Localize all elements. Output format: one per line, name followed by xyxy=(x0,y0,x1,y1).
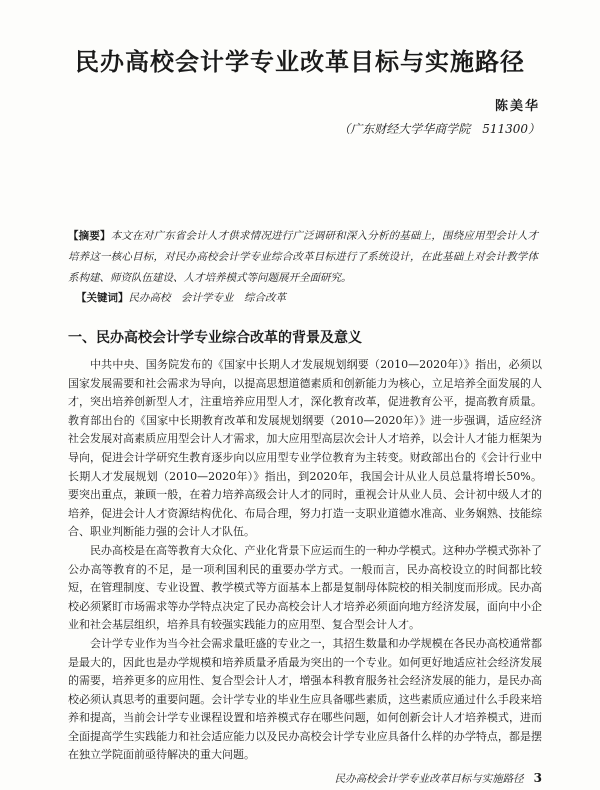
body-text xyxy=(68,356,542,765)
author-name: 陈美华 xyxy=(494,99,540,114)
paragraph: 民办高校是在高等教育大众化、产业化背景下应运而生的一种办学模式。这种办学模式弥补了公办高等教育的不足，是一项利国利民的重要办学方式。一般而言，民办高校设立的时间都比较短，在管理制度、专业设置、教学模式等方面基本上都是复制母体院校的相关制度而形成。民办高校必须紧盯市场需求等办学特点决定了民办高校会计人才培养必须面向地方经济发展，面向中小企业和社会基层组织，培养具有较强实践能力的应用型、复合型会计人才。 xyxy=(68,543,542,632)
paragraph: 中共中央、国务院发布的《国家中长期人才发展规划纲要（2010—2020年）》指出，必须以国家发展需要和社会需求为导向，以提高思想道德素质和创新能力为核心，立足培养全面发展的人才，突出培养创新型人才，注重培养应用型人才，深化教育改革，促进教育公平，提高教育质量。教育部出台的《国家中长期教育改革和发展规划纲要（2010—2020年）》进一步强调，适应经济社会发展对高素质应用型会计人才需求，加大应用型高层次会计人才培养，以会计人才能力框架为导向，促进会计学研究生教育逐步向以应用型专业学位教育为主转变。财政部出台的《会计行业中长期人才发展规划（2010—2020年）》指出，到2020年，我国会计从业人员总量将增长50%。要突出重点，兼顾一般，在着力培养高级会计人才的同时，重视会计从业人员、会计初中级人才的培养，促进会计人才资源结构优化、布局合理，努力打造一支职业道德水准高、业务娴熟、技能综合、职业判断能力强的会计人才队伍。 xyxy=(68,358,542,539)
running-title: 民办高校会计学专业改革目标与实施路径 xyxy=(334,773,524,785)
author-affiliation: （广东财经大学华商学院 511300） xyxy=(338,122,540,136)
paragraph: 会计学专业作为当今社会需求量旺盛的专业之一，其招生数量和办学规模在各民办高校通常都是最大的，因此也是办学规模和培养质量矛盾最为突出的一个专业。如何更好地适应社会经济发展的需要，培养更多的应用性、复合型会计人才，增强本科教育服务社会经济发展的能力，是民办高校必须认真思考的重要问题。会计学专业的毕业生应具备哪些素质，这些素质应通过什么手段来培养和提高，当前会计学专业课程设置和培养模式存在哪些问题，如何创新会计人才培养模式，进而全面提高学生实践能力和社会适应能力以及民办高校会计学专业应具备什么样的办学特点，都是摆在独立学院面前亟待解决的重大问题。 xyxy=(68,636,542,762)
abstract xyxy=(68,226,538,289)
article-title: 民办高校会计学专业改革目标与实施路径 xyxy=(75,48,525,76)
section-heading: 一、民办高校会计学专业综合改革的背景及意义 xyxy=(68,330,362,346)
abstract-label: 【摘要】 xyxy=(68,230,111,242)
keywords-text: 民办高校 会计学专业 综合改革 xyxy=(128,292,286,304)
keywords-label: 【关键词】 xyxy=(76,292,129,304)
page-footer xyxy=(335,771,542,786)
page-number: 3 xyxy=(533,771,542,785)
keywords xyxy=(76,290,538,305)
abstract-text: 本文在对广东省会计人才供求情况进行广泛调研和深入分析的基础上，围绕应用型会计人才培养这一核心目标，对民办高校会计学专业综合改革目标进行了系统设计，在此基础上对会计教学体系构建、师资队伍建设、人才培养模式等问题展开全面研究。 xyxy=(68,230,539,284)
